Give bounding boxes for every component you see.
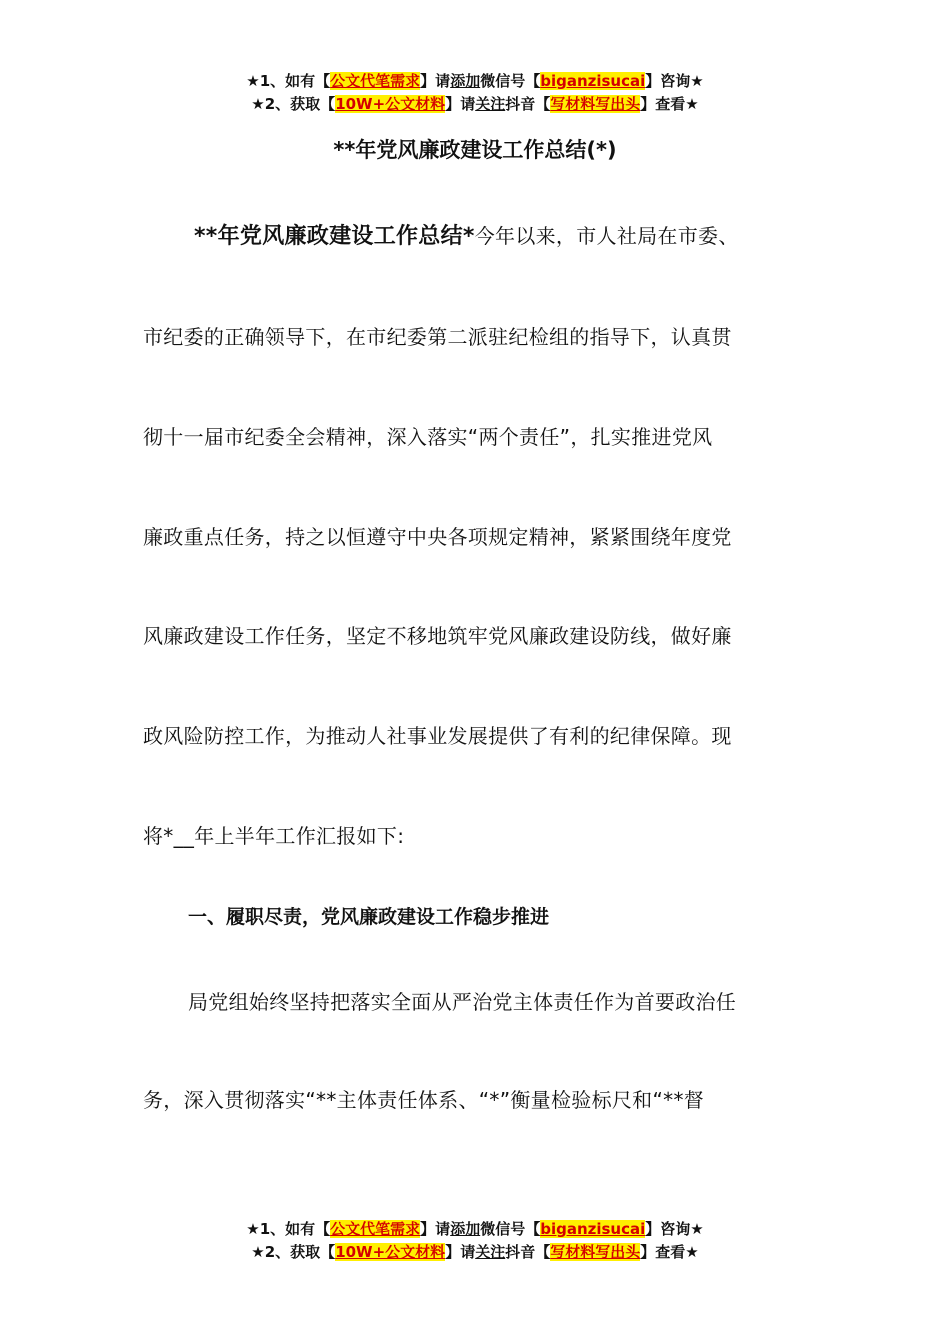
highlight-materials: 10W+公文材料 [335, 1243, 446, 1261]
paragraph-line-4: 廉政重点任务，持之以恒遵守中央各项规定精神，紧紧围绕年度党 [143, 525, 732, 549]
section-heading-1: 一、履职尽责，党风廉政建设工作稳步推进 [188, 906, 550, 928]
banner-line-1: ★1、如有【公文代笔需求】请添加微信号【biganzisucai】咨询★ [246, 1220, 704, 1238]
paragraph-line-1: **年党风廉政建设工作总结*今年以来，市人社局在市委、 [194, 224, 739, 249]
intro-bold-title: **年党风廉政建设工作总结* [194, 224, 475, 249]
footer-banner [0, 1218, 950, 1264]
section1-line-1: 局党组始终坚持把落实全面从严治党主体责任作为首要政治任 [188, 990, 737, 1014]
paragraph-line-5: 风廉政建设工作任务，坚定不移地筑牢党风廉政建设防线，做好廉 [143, 624, 732, 648]
banner-line-1: ★1、如有【公文代笔需求】请添加微信号【biganzisucai】咨询★ [246, 72, 704, 90]
banner-line-2: ★2、获取【10W+公文材料】请关注抖音【写材料写出头】查看★ [251, 1243, 699, 1261]
banner-line-2: ★2、获取【10W+公文材料】请关注抖音【写材料写出头】查看★ [251, 95, 699, 113]
paragraph-line-2: 市纪委的正确领导下，在市纪委第二派驻纪检组的指导下，认真贯 [143, 325, 732, 349]
section1-line-2: 务，深入贯彻落实“**主体责任体系、“*”衡量检验标尺和“**督 [143, 1088, 705, 1112]
highlight-service: 公文代笔需求 [330, 72, 421, 90]
highlight-wechat-id: biganzisucai [540, 72, 646, 90]
highlight-douyin: 写材料写出头 [550, 1243, 641, 1261]
document-title: **年党风廉政建设工作总结(*) [333, 138, 617, 162]
header-banner [0, 70, 950, 116]
highlight-douyin: 写材料写出头 [550, 95, 641, 113]
paragraph-line-6: 政风险防控工作，为推动人社事业发展提供了有利的纪律保障。现 [143, 724, 732, 748]
highlight-materials: 10W+公文材料 [335, 95, 446, 113]
highlight-service: 公文代笔需求 [330, 1220, 421, 1238]
highlight-wechat-id: biganzisucai [540, 1220, 646, 1238]
paragraph-line-7: 将*__年上半年工作汇报如下: [143, 824, 405, 848]
paragraph-line-3: 彻十一届市纪委全会精神，深入落实“两个责任”，扎实推进党风 [143, 425, 713, 449]
